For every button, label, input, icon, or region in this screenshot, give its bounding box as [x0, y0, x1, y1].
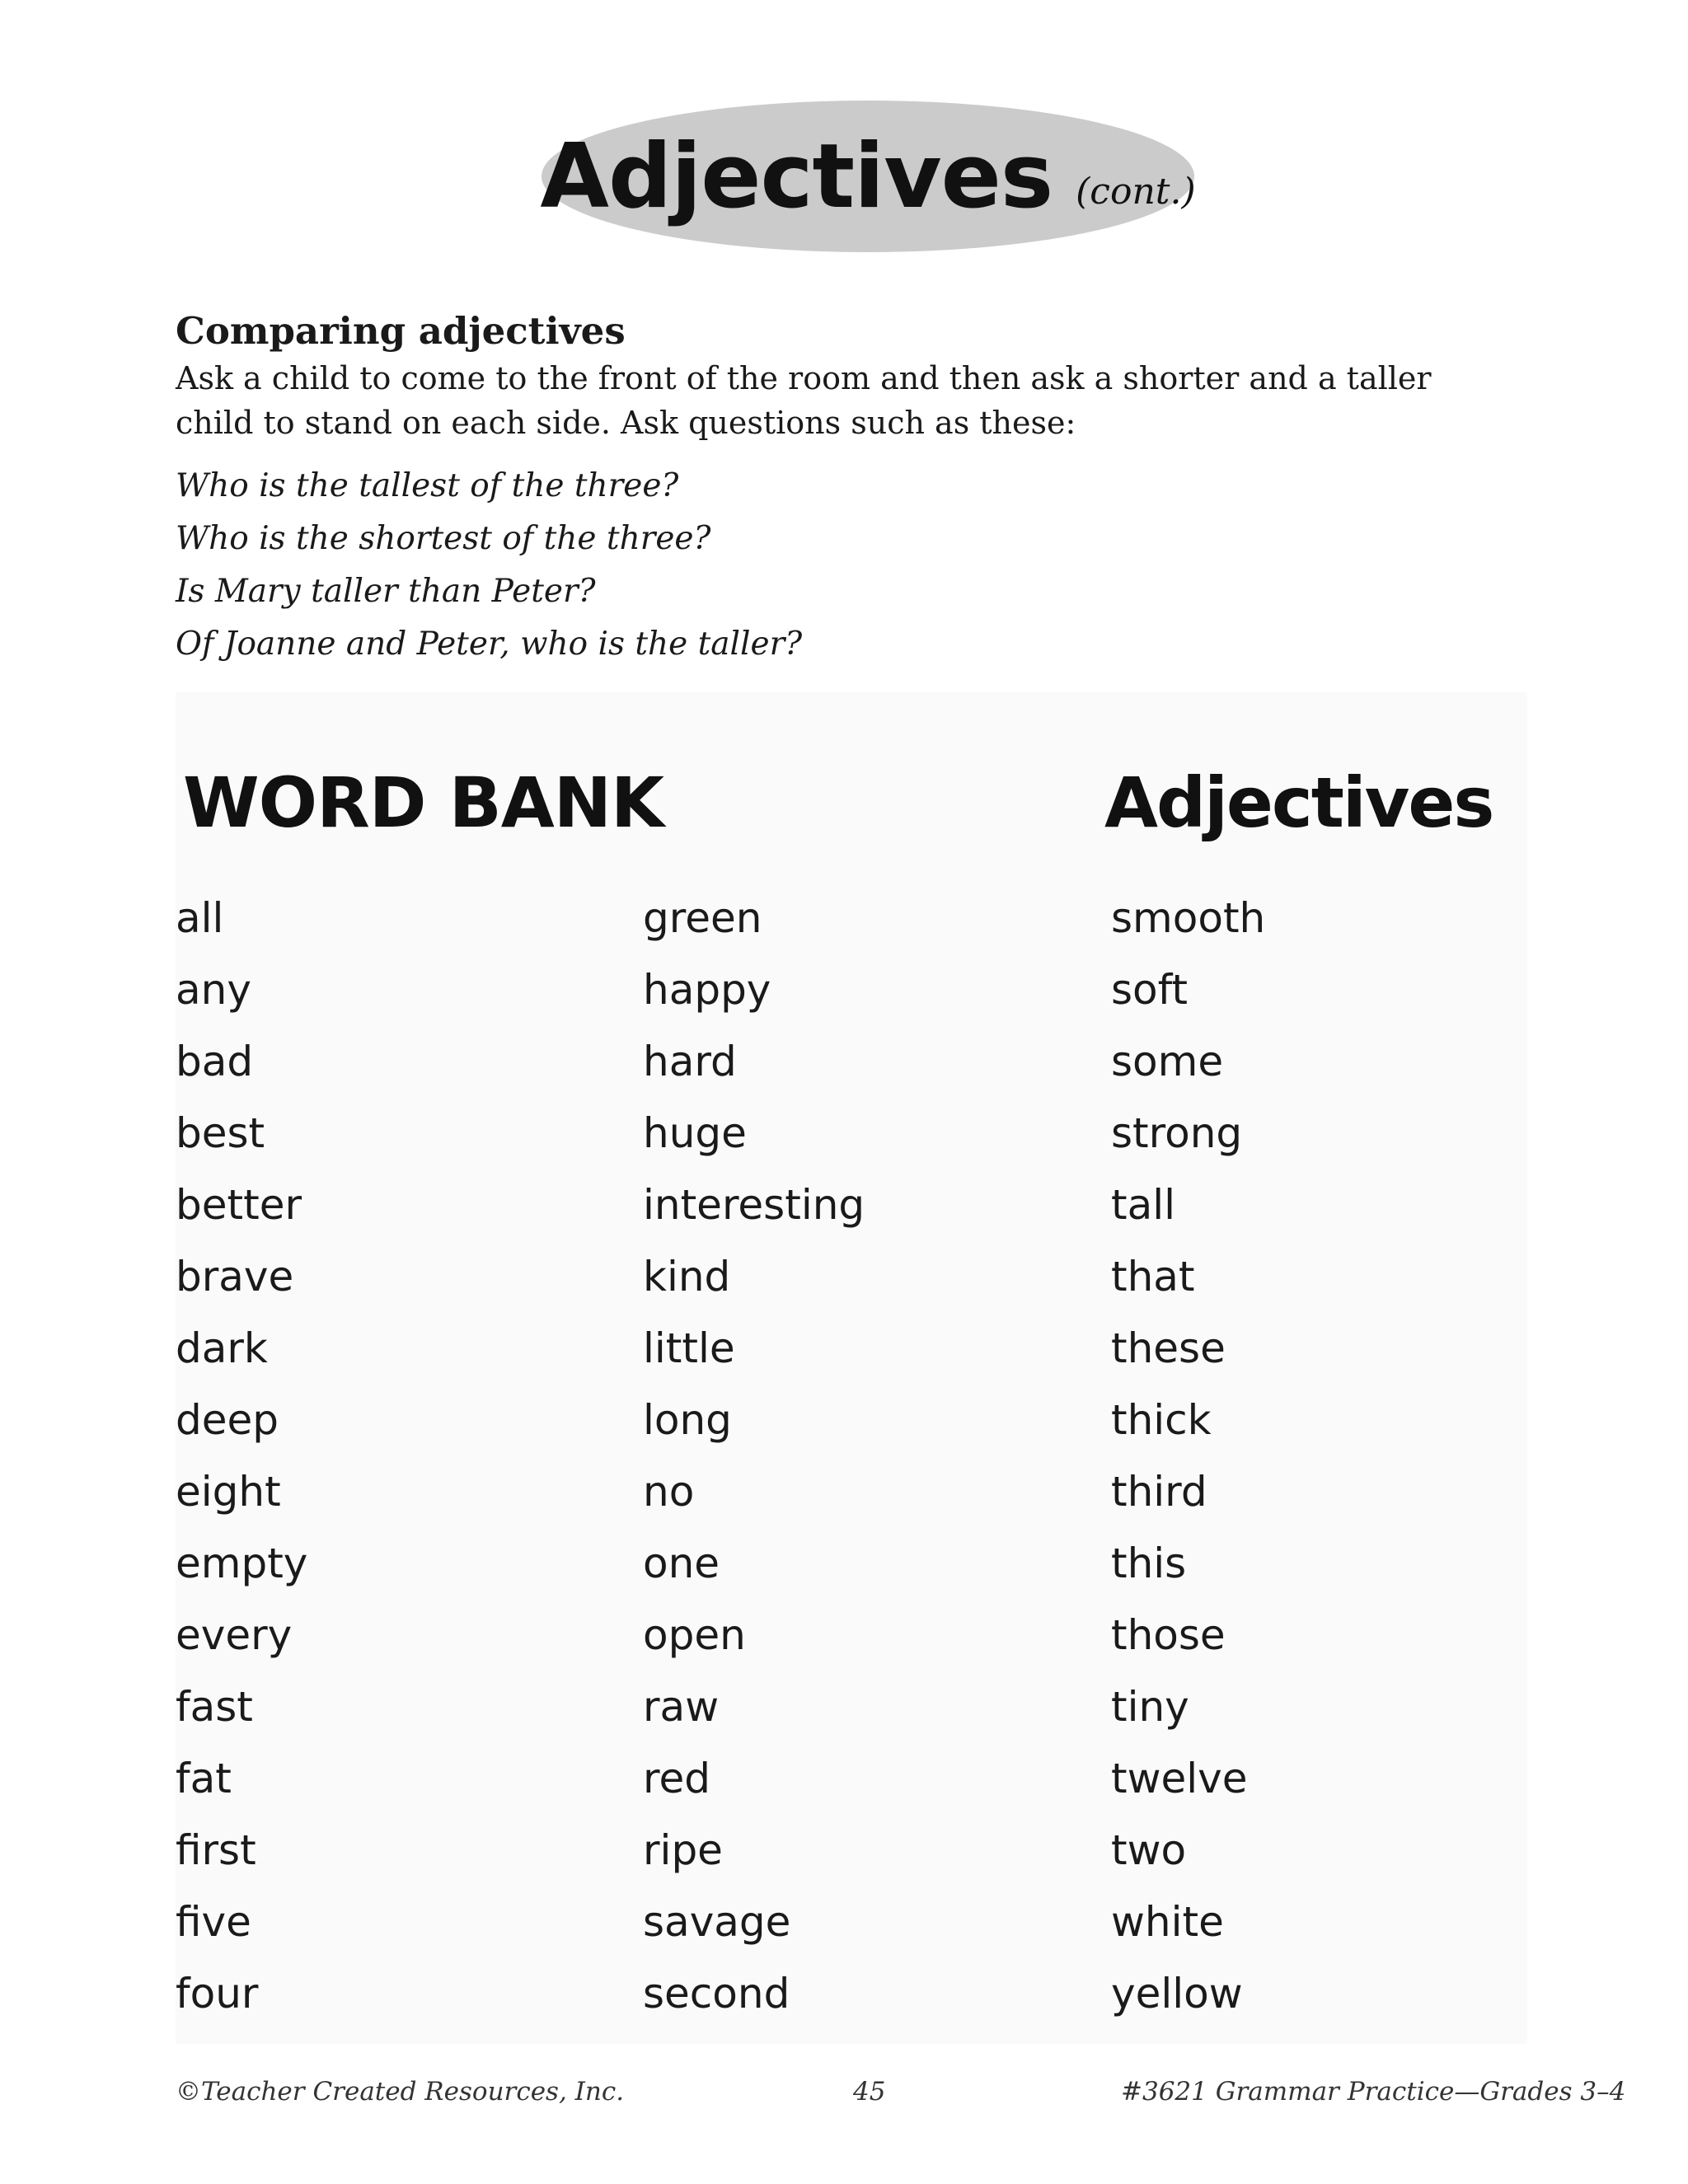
- word-item: little: [643, 1324, 735, 1372]
- word-item: this: [1111, 1540, 1187, 1587]
- word-item: any: [176, 966, 251, 1014]
- word-item: four: [176, 1970, 259, 2018]
- word-item: red: [643, 1755, 710, 1802]
- word-item: empty: [176, 1540, 308, 1587]
- word-item: long: [643, 1396, 732, 1444]
- word-item: hard: [643, 1038, 737, 1085]
- word-item: ripe: [643, 1826, 723, 1874]
- footer-copyright: ©Teacher Created Resources, Inc.: [176, 2077, 625, 2107]
- word-item: smooth: [1111, 894, 1266, 942]
- word-item: tiny: [1111, 1683, 1189, 1731]
- word-item: kind: [643, 1253, 731, 1301]
- word-item: fat: [176, 1755, 232, 1802]
- question-item: Of Joanne and Peter, who is the taller?: [176, 626, 803, 663]
- title-suffix: (cont.): [1076, 170, 1196, 213]
- word-bank-subheading: Adjectives: [1104, 762, 1493, 843]
- word-item: raw: [643, 1683, 720, 1731]
- word-item: open: [643, 1611, 746, 1659]
- word-item: green: [643, 894, 762, 942]
- question-item: Who is the tallest of the three?: [176, 467, 679, 504]
- word-item: interesting: [643, 1181, 865, 1229]
- intro-section: [176, 307, 1527, 671]
- word-item: deep: [176, 1396, 279, 1444]
- word-item: those: [1111, 1611, 1226, 1659]
- question-item: Who is the shortest of the three?: [176, 520, 711, 557]
- word-item: thick: [1111, 1396, 1212, 1444]
- word-item: every: [176, 1611, 293, 1659]
- word-item: third: [1111, 1468, 1207, 1516]
- word-item: first: [176, 1826, 256, 1874]
- word-item: best: [176, 1109, 265, 1157]
- word-item: that: [1111, 1253, 1195, 1301]
- word-item: soft: [1111, 966, 1188, 1014]
- word-column-2: [643, 883, 1071, 2030]
- word-item: eight: [176, 1468, 281, 1516]
- word-item: second: [643, 1970, 790, 2018]
- word-item: five: [176, 1898, 251, 1946]
- section-body: Ask a child to come to the front of the room and then ask a shorter and a taller child to stand on each side. Ask questions such as these:: [176, 360, 1432, 441]
- word-column-3: [1111, 883, 1540, 2030]
- word-item: dark: [176, 1324, 268, 1372]
- word-item: savage: [643, 1898, 791, 1946]
- word-item: bad: [176, 1038, 254, 1085]
- word-bank-heading: WORD BANK: [183, 762, 664, 843]
- word-item: two: [1111, 1826, 1187, 1874]
- word-item: all: [176, 894, 224, 942]
- word-item: some: [1111, 1038, 1224, 1085]
- word-column-1: [176, 883, 604, 2030]
- word-item: strong: [1111, 1109, 1243, 1157]
- title-main: Adjectives: [540, 124, 1053, 228]
- footer-page-number: 45: [853, 2077, 886, 2107]
- word-item: happy: [643, 966, 771, 1014]
- word-item: twelve: [1111, 1755, 1248, 1802]
- word-item: one: [643, 1540, 720, 1587]
- question-item: Is Mary taller than Peter?: [176, 573, 596, 610]
- word-item: brave: [176, 1253, 294, 1301]
- word-item: these: [1111, 1324, 1226, 1372]
- word-item: better: [176, 1181, 302, 1229]
- page-title: [542, 101, 1194, 252]
- word-item: huge: [643, 1109, 747, 1157]
- question-list: [176, 460, 1527, 671]
- word-item: fast: [176, 1683, 253, 1731]
- word-item: tall: [1111, 1181, 1176, 1229]
- word-item: no: [643, 1468, 695, 1516]
- word-item: yellow: [1111, 1970, 1243, 2018]
- footer-book-title: #3621 Grammar Practice—Grades 3–4: [1121, 2077, 1626, 2107]
- word-item: white: [1111, 1898, 1224, 1946]
- section-heading: Comparing adjectives: [176, 309, 626, 353]
